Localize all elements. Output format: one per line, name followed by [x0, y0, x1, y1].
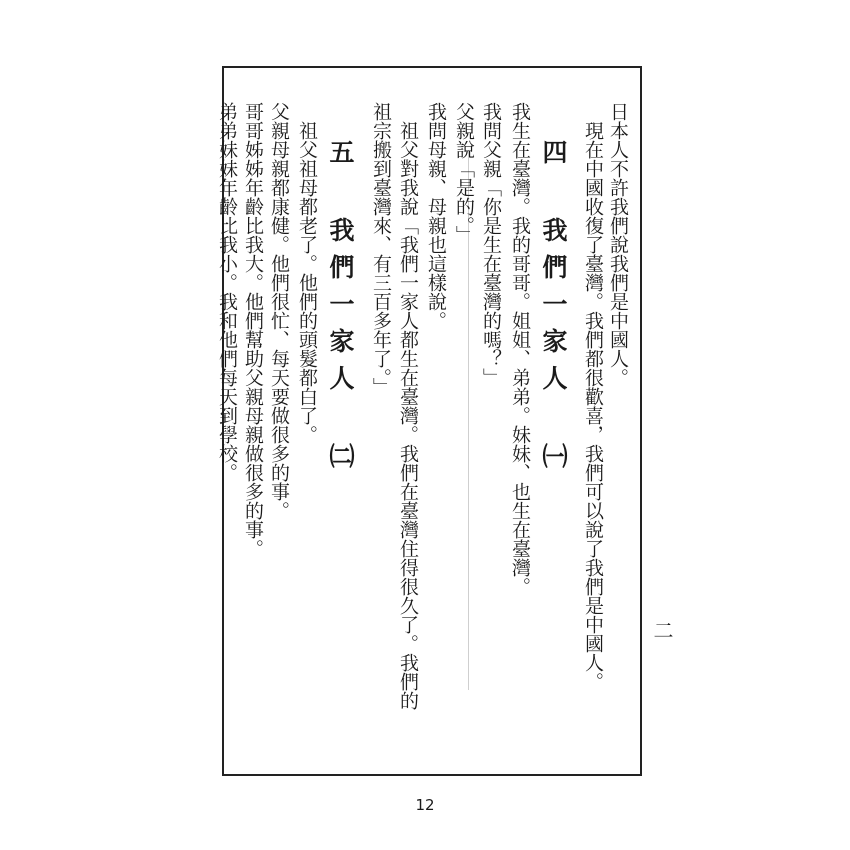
- text-column-11: 哥哥姊姊年齡比我大。他們幫助父親母親做很多的事。: [242, 102, 264, 558]
- text-column-6: 祖父對我說「我們一家人都生在臺灣。我們在臺灣住得很久了。我們的: [397, 102, 419, 710]
- text-column-1: 日本人不許我們說我們是中國人。: [607, 102, 629, 387]
- lesson-4-heading: 四 我們一家人 ㈠: [539, 102, 568, 480]
- text-column-8: 我問母親、母親也這樣說。: [425, 102, 447, 330]
- text-column-5: 父親說「是的。」: [453, 102, 475, 245]
- text-column-4: 我問父親「你是生在臺灣的嗎？」: [480, 102, 502, 387]
- text-column-10: 父親母親都康健。他們很忙、每天要做很多的事。: [268, 102, 290, 520]
- margin-page-mark: 二: [650, 620, 674, 640]
- page-border-right: [640, 66, 642, 776]
- text-column-2: 現在中國收復了臺灣。我們都很歡喜，我們可以說了我們是中國人。: [582, 102, 604, 691]
- text-column-9: 祖父祖母都老了。他們的頭髮都白了。: [296, 102, 318, 444]
- text-column-12: 弟弟妹妹年齡比我小。我和他們每天到學校。: [216, 102, 238, 482]
- page-border-top: [222, 66, 642, 68]
- text-column-7: 祖宗搬到臺灣來、有三百多年了。」: [370, 102, 392, 397]
- page-number: 12: [415, 796, 435, 814]
- page-border-bottom: [222, 774, 642, 776]
- lesson-5-heading: 五 我們一家人 ㈡: [326, 102, 355, 480]
- text-column-3: 我生在臺灣。我的哥哥。姐姐、弟弟。妹妹、也生在臺灣。: [509, 102, 531, 596]
